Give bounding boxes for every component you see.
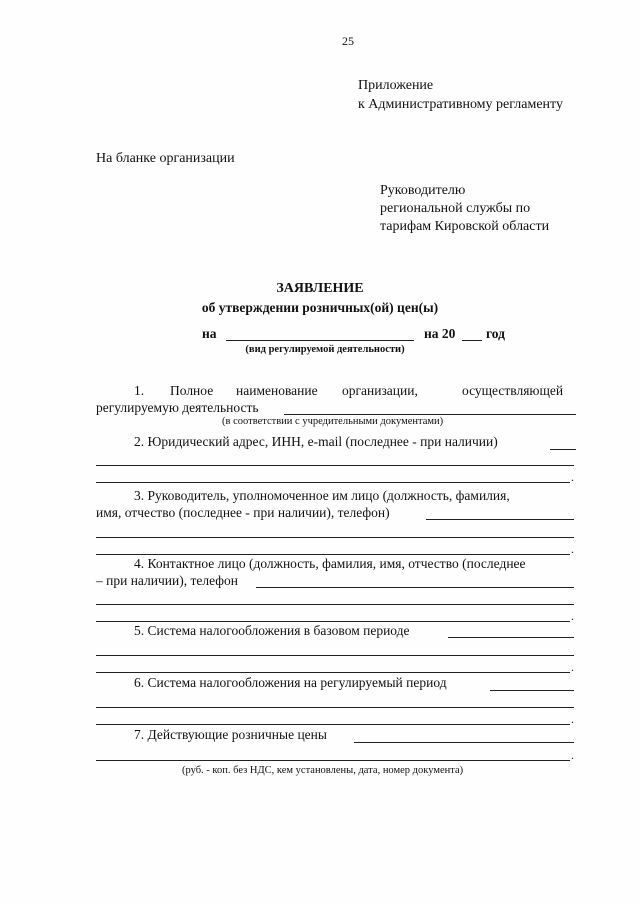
document-title: ЗАЯВЛЕНИЕ (276, 281, 364, 296)
item5-field-1[interactable] (448, 637, 574, 638)
item2-text: 2. Юридический адрес, ИНН, e-mail (последнее - при наличии) (134, 434, 498, 449)
page-number: 25 (342, 34, 354, 48)
item4-line-2: – при наличии), телефон (96, 573, 238, 588)
item1-number: 1. (134, 383, 145, 398)
item2-field-3[interactable] (96, 482, 570, 483)
item3-field-2[interactable] (96, 537, 574, 538)
item6-field-3[interactable] (96, 724, 570, 725)
item1-word-3: организации, (342, 383, 418, 398)
item5-field-2[interactable] (96, 655, 574, 656)
item1-word-4: осуществляющей (462, 383, 564, 398)
item3-field-3[interactable] (96, 554, 570, 555)
item5-terminator: . (571, 660, 574, 674)
item1-field[interactable] (284, 414, 576, 415)
item1-word-2: наименование (236, 383, 318, 398)
item6-field-2[interactable] (96, 707, 574, 708)
item6-field-1[interactable] (490, 690, 574, 691)
appendix-reference (358, 76, 563, 114)
appendix-line-1: Приложение (358, 78, 434, 93)
item1-line-2: регулируемую деятельность (96, 400, 259, 415)
item2-field-1[interactable] (550, 449, 576, 450)
item7-note: (руб. - коп. без НДС, кем установлены, дата, номер документа) (182, 765, 464, 776)
year-field[interactable] (462, 340, 482, 341)
item3-field-1[interactable] (426, 519, 574, 520)
period-prefix: на (202, 326, 217, 341)
activity-field[interactable] (226, 340, 414, 341)
item3-line-2: имя, отчество (последнее - при наличии), телефон) (96, 505, 390, 520)
item7-text: 7. Действующие розничные цены (134, 727, 327, 742)
addressee-line-2: региональной службы по (380, 201, 531, 216)
addressee-block (380, 182, 549, 236)
item7-field-2[interactable] (96, 760, 570, 761)
letterhead-note: На бланке организации (96, 151, 235, 166)
item6-terminator: . (571, 712, 574, 726)
activity-note: (вид регулируемой деятельности) (245, 344, 405, 355)
item1-note: (в соответствии с учредительными документами) (222, 416, 444, 427)
item7-terminator: . (571, 748, 574, 762)
item6-text: 6. Система налогообложения на регулируемый период (134, 675, 447, 690)
item4-field-3[interactable] (96, 621, 570, 622)
addressee-line-3: тарифам Кировской области (380, 219, 550, 234)
item4-field-2[interactable] (96, 604, 574, 605)
item7-field-1[interactable] (354, 742, 574, 743)
item1-word-1: Полное (170, 383, 214, 398)
appendix-line-2: к Административному регламенту (358, 97, 563, 112)
item2-terminator: . (571, 470, 574, 484)
item4-line-1: 4. Контактное лицо (должность, фамилия, имя, отчество (последнее (134, 556, 526, 571)
period-suffix: год (486, 326, 505, 341)
item4-field-1[interactable] (256, 587, 574, 588)
document-subtitle: об утверждении розничных(ой) цен(ы) (201, 300, 439, 315)
item3-line-1: 3. Руководитель, уполномоченное им лицо (должность, фамилия, (134, 488, 510, 503)
item4-terminator: . (571, 609, 574, 623)
item5-text: 5. Система налогообложения в базовом периоде (134, 623, 410, 638)
item2-field-2[interactable] (96, 465, 574, 466)
item5-field-3[interactable] (96, 672, 570, 673)
item3-terminator: . (571, 542, 574, 556)
period-year-prefix: на 20 (424, 326, 456, 341)
addressee-line-1: Руководителю (380, 183, 466, 198)
